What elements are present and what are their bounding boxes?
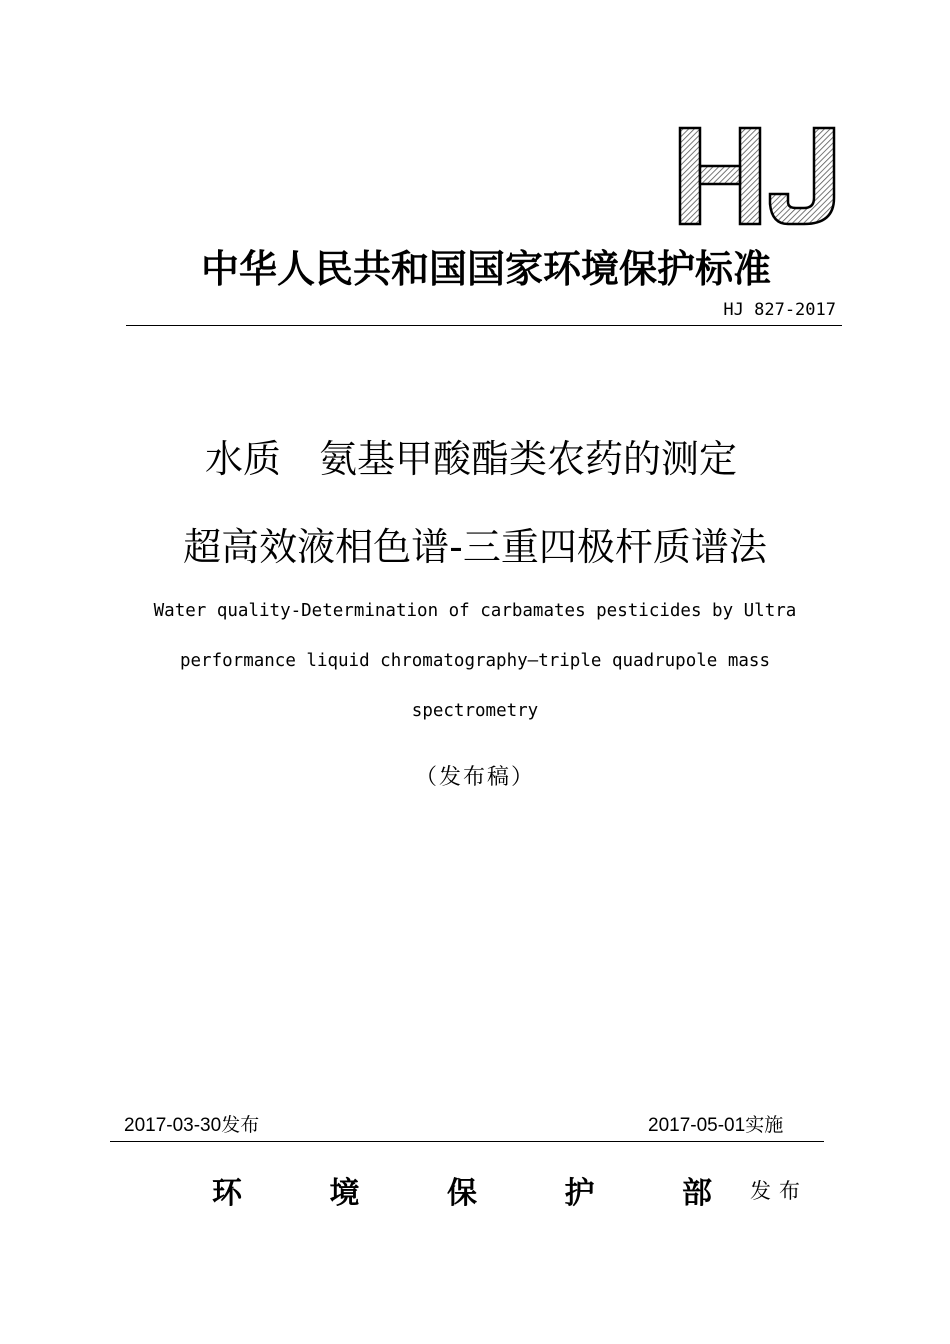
title-en-line1: Water quality-Determination of carbamates pesticides by Ultra <box>153 601 797 621</box>
issuer-char: 护 <box>564 1176 595 1211</box>
hj-logo <box>676 124 840 228</box>
standard-number: HJ 827-2017 <box>723 300 836 320</box>
issuer-char: 保 <box>447 1176 477 1211</box>
standard-name: 中华人民共和国国家环境保护标准 <box>200 247 771 291</box>
issuer <box>212 1168 712 1212</box>
title-cn-line2: 超高效液相色谱-三重四极杆质谱法 <box>183 525 767 569</box>
implement-date: 2017-05-01实施 <box>648 1115 784 1136</box>
header-divider <box>126 325 842 326</box>
title-cn-line1: 水质 氨基甲酸酯类农药的测定 <box>204 437 737 481</box>
publish-date: 2017-03-30发布 <box>124 1115 260 1136</box>
title-en-line3: spectrometry <box>411 701 539 721</box>
title-en-line2: performance liquid chromatography–triple quadrupole mass <box>179 651 770 671</box>
issue-label: 发布 <box>750 1179 808 1203</box>
issuer-char: 境 <box>329 1176 360 1211</box>
issuer-char: 环 <box>212 1176 242 1211</box>
issuer-char: 部 <box>682 1176 712 1211</box>
footer-divider <box>110 1141 824 1142</box>
draft-status: （发布稿） <box>414 765 535 790</box>
